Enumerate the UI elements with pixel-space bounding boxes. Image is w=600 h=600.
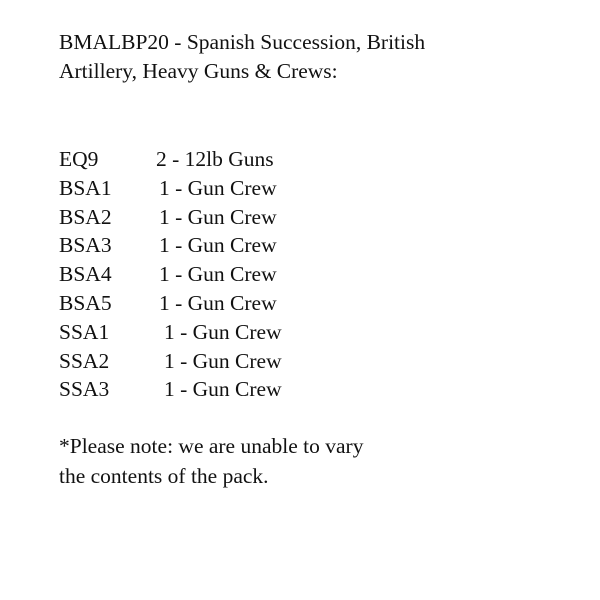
item-description: 1 - Gun Crew [159,233,277,258]
item-code: SSA2 [59,348,110,373]
list-item [59,203,579,232]
item-code: BSA1 [59,175,112,200]
list-item [59,260,579,289]
pack-description [59,28,579,513]
item-code: BSA4 [59,262,112,287]
pack-title-line-1: BMALBP20 - Spanish Succession, British [59,30,426,54]
list-item [59,174,579,203]
pack-contents-list [59,145,579,404]
item-code: BSA3 [59,233,112,258]
pack-note [59,431,579,491]
item-description: 1 - Gun Crew [159,175,277,200]
item-code: BSA5 [59,290,112,315]
pack-title [59,28,579,86]
pack-title-line-2: Artillery, Heavy Guns & Crews: [59,59,338,83]
list-item [59,289,579,318]
list-item [59,318,579,347]
item-code: SSA3 [59,377,110,402]
item-description: 2 - 12lb Guns [156,147,274,171]
list-item [59,347,579,376]
item-code: EQ9 [59,147,99,171]
item-description: 1 - Gun Crew [164,348,282,373]
pack-note-line-2: the contents of the pack. [59,464,269,489]
list-item [59,375,579,404]
item-code: BSA2 [59,204,112,229]
item-description: 1 - Gun Crew [164,319,282,344]
pack-note-line-1: *Please note: we are unable to vary [59,434,364,459]
item-description: 1 - Gun Crew [159,204,277,229]
item-description: 1 - Gun Crew [159,262,277,287]
item-code: SSA1 [59,319,110,344]
item-description: 1 - Gun Crew [164,377,282,402]
item-description: 1 - Gun Crew [159,290,277,315]
list-item [59,231,579,260]
list-item [59,145,579,174]
